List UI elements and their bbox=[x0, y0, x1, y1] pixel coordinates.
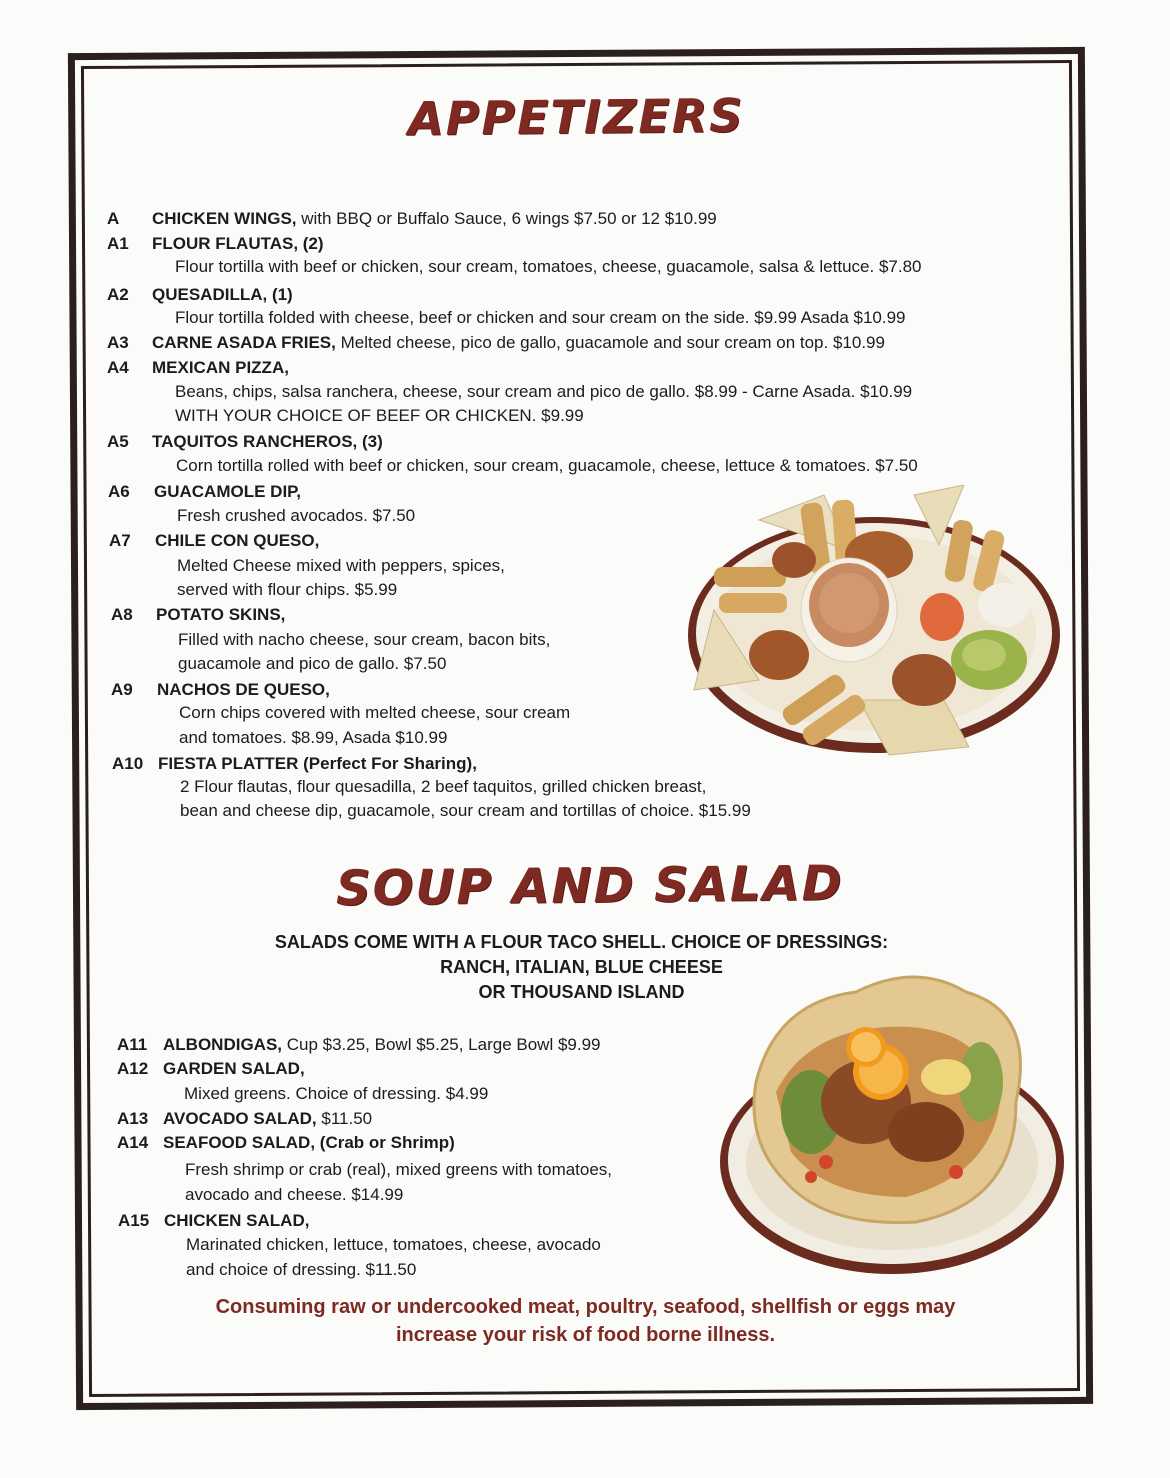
item-code: A4 bbox=[107, 358, 129, 377]
item-code: A5 bbox=[107, 432, 129, 451]
notice-line: OR THOUSAND ISLAND bbox=[478, 982, 685, 1002]
menu-item-a14 bbox=[117, 1133, 455, 1153]
item-code: A1 bbox=[107, 234, 129, 253]
warning-line: increase your risk of food borne illness. bbox=[396, 1324, 775, 1346]
menu-item-a11 bbox=[117, 1035, 601, 1055]
item-code: A3 bbox=[107, 333, 129, 352]
menu-item-a5 bbox=[107, 432, 383, 452]
item-name: FIESTA PLATTER (Perfect For Sharing), bbox=[158, 754, 477, 773]
item-name: NACHOS DE QUESO, bbox=[157, 680, 330, 699]
item-code: A13 bbox=[117, 1109, 149, 1128]
item-name: CHICKEN SALAD, bbox=[164, 1211, 310, 1230]
item-code: A2 bbox=[107, 285, 129, 304]
appetizers-heading: APPETIZERS bbox=[407, 88, 745, 146]
menu-item-a12 bbox=[117, 1059, 305, 1079]
item-code: A6 bbox=[108, 482, 130, 501]
item-inline-desc: $11.50 bbox=[316, 1109, 373, 1128]
menu-item-a1 bbox=[107, 234, 324, 254]
item-inline-desc: with BBQ or Buffalo Sauce, 6 wings $7.50 or 12 $10.99 bbox=[296, 209, 717, 228]
item-code: A14 bbox=[117, 1133, 149, 1152]
item-description: Melted Cheese mixed with peppers, spices, bbox=[177, 556, 505, 575]
item-description: guacamole and pico de gallo. $7.50 bbox=[178, 654, 447, 673]
item-name: QUESADILLA, (1) bbox=[152, 285, 293, 304]
warning-line: Consuming raw or undercooked meat, poultry, seafood, shellfish or eggs may bbox=[215, 1296, 956, 1318]
item-name: POTATO SKINS, bbox=[156, 605, 286, 624]
item-name: GARDEN SALAD, bbox=[163, 1059, 305, 1078]
item-inline-desc: Melted cheese, pico de gallo, guacamole and sour cream on top. $10.99 bbox=[335, 333, 885, 352]
item-name: TAQUITOS RANCHEROS, (3) bbox=[152, 432, 383, 451]
item-name: MEXICAN PIZZA, bbox=[152, 358, 289, 377]
menu-item-a bbox=[107, 209, 717, 229]
fiesta-platter-photo bbox=[684, 485, 1064, 775]
item-name: GUACAMOLE DIP, bbox=[154, 482, 302, 501]
item-description: Fresh shrimp or crab (real), mixed greens with tomatoes, bbox=[185, 1160, 613, 1179]
item-description: Corn chips covered with melted cheese, sour cream bbox=[179, 703, 571, 722]
menu-item-a2 bbox=[107, 285, 293, 305]
item-description: and tomatoes. $8.99, Asada $10.99 bbox=[179, 728, 448, 747]
item-description: and choice of dressing. $11.50 bbox=[186, 1260, 417, 1279]
item-description: Flour tortilla with beef or chicken, sour cream, tomatoes, cheese, guacamole, salsa & lettuce. $7.80 bbox=[175, 257, 922, 276]
item-name: CHICKEN WINGS, bbox=[152, 209, 297, 228]
menu-item-a13 bbox=[117, 1109, 372, 1129]
item-description: Fresh crushed avocados. $7.50 bbox=[177, 506, 416, 525]
item-description: Marinated chicken, lettuce, tomatoes, cheese, avocado bbox=[186, 1235, 601, 1254]
item-code: A9 bbox=[111, 680, 133, 699]
food-safety-warning bbox=[148, 1293, 1023, 1349]
taco-salad-photo bbox=[716, 962, 1068, 1280]
item-description: Filled with nacho cheese, sour cream, bacon bits, bbox=[178, 630, 551, 649]
item-code: A11 bbox=[117, 1035, 148, 1054]
menu-item-a6 bbox=[108, 482, 301, 502]
item-name: CARNE ASADA FRIES, bbox=[152, 333, 336, 352]
notice-line: SALADS COME WITH A FLOUR TACO SHELL. CHOICE OF DRESSINGS: bbox=[274, 932, 889, 952]
item-inline-desc: Cup $3.25, Bowl $5.25, Large Bowl $9.99 bbox=[282, 1035, 601, 1054]
item-code: A7 bbox=[109, 531, 131, 550]
item-code: A15 bbox=[118, 1211, 150, 1230]
item-description: avocado and cheese. $14.99 bbox=[185, 1185, 404, 1204]
item-name: ALBONDIGAS, bbox=[163, 1035, 282, 1054]
item-description: Mixed greens. Choice of dressing. $4.99 bbox=[184, 1084, 489, 1103]
soup-salad-heading: SOUP AND SALAD bbox=[335, 855, 844, 917]
item-description: WITH YOUR CHOICE OF BEEF OR CHICKEN. $9.99 bbox=[175, 406, 584, 425]
menu-item-a9 bbox=[111, 680, 330, 700]
menu-item-a15 bbox=[118, 1211, 309, 1231]
menu-item-a8 bbox=[111, 605, 285, 625]
menu-item-a3 bbox=[107, 333, 885, 353]
item-description: served with flour chips. $5.99 bbox=[177, 580, 398, 599]
item-description: 2 Flour flautas, flour quesadilla, 2 beef taquitos, grilled chicken breast, bbox=[180, 777, 707, 796]
menu-item-a4 bbox=[107, 358, 289, 378]
item-code: A12 bbox=[117, 1059, 149, 1078]
item-description: Corn tortilla rolled with beef or chicken, sour cream, guacamole, cheese, lettuce & tomatoes. $7.50 bbox=[176, 456, 918, 475]
item-name: SEAFOOD SALAD, (Crab or Shrimp) bbox=[163, 1133, 455, 1152]
item-name: FLOUR FLAUTAS, (2) bbox=[152, 234, 324, 253]
notice-line: RANCH, ITALIAN, BLUE CHEESE bbox=[440, 957, 723, 977]
item-code: A bbox=[107, 209, 120, 228]
item-name: CHILE CON QUESO, bbox=[155, 531, 320, 550]
item-code: A10 bbox=[112, 754, 144, 773]
item-description: Beans, chips, salsa ranchera, cheese, sour cream and pico de gallo. $8.99 - Carne Asada. $10.99 bbox=[175, 382, 913, 401]
item-code: A8 bbox=[111, 605, 133, 624]
menu-item-a7 bbox=[109, 531, 319, 551]
item-name: AVOCADO SALAD, bbox=[163, 1109, 317, 1128]
item-description: Flour tortilla folded with cheese, beef or chicken and sour cream on the side. $9.99 Asada $10.99 bbox=[175, 308, 906, 327]
item-description: bean and cheese dip, guacamole, sour cream and tortillas of choice. $15.99 bbox=[180, 801, 751, 820]
menu-item-a10 bbox=[112, 754, 477, 774]
